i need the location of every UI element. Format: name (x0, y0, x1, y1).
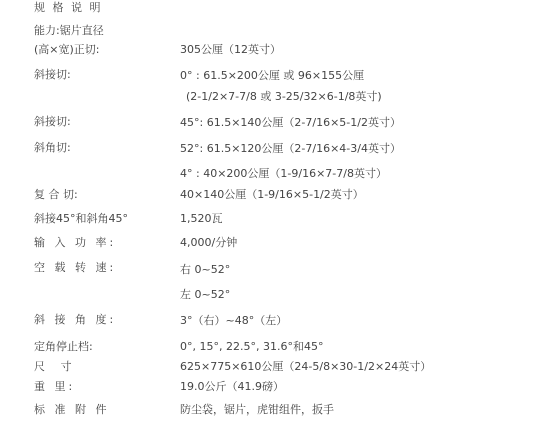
spec-label-input-power: 输 入 功 率: (34, 236, 117, 249)
spec-label-miter-bevel-45: 斜接45°和斜角45° (34, 212, 128, 225)
spec-label-compound-cut: 复 合 切: (34, 188, 78, 201)
spec-value-miter-45: 45°: 61.5×140公厘（2-7/16×5-1/2英寸） (180, 116, 401, 129)
spec-value-compound-cut: 40×140公厘（1-9/16×5-1/2英寸） (180, 188, 364, 201)
spec-value-left-range: 左 0~52° (180, 288, 231, 301)
spec-value-miter-angle: 3°（右）~48°（左） (180, 314, 288, 327)
spec-value-dimensions: 625×775×610公厘（24-5/8×30-1/2×24英寸） (180, 360, 432, 373)
spec-value-power: 1,520瓦 (180, 212, 223, 225)
spec-value-bevel-4: 4° : 40×200公厘（1-9/16×7-7/8英寸） (180, 167, 387, 180)
spec-value-miter-0: 0° : 61.5×200公厘 或 96×155公厘 (180, 69, 365, 82)
spec-label-miter-0: 斜接切: (34, 68, 71, 81)
capacity-label: 能力:锯片直径 (34, 24, 104, 37)
spec-label-positive-stops: 定角停止档: (34, 340, 93, 353)
spec-label-miter-angle: 斜 接 角 度: (34, 313, 117, 326)
spec-value-standard-accessories: 防尘袋，锯片，虎钳组件，扳手 (180, 403, 334, 416)
spec-label-bevel: 斜角切: (34, 141, 71, 154)
spec-label-weight: 重 里: (34, 380, 76, 393)
spec-label-no-load-speed: 空 载 转 速: (34, 261, 117, 274)
spec-value-straight-cut: 305公厘（12英寸） (180, 43, 281, 56)
spec-value-weight: 19.0公斤（41.9磅） (180, 380, 284, 393)
spec-label-standard-accessories: 标 准 附 件 (34, 403, 110, 416)
spec-title: 规 格 说 明 (34, 1, 103, 14)
spec-value-speed: 4,000/分钟 (180, 236, 238, 249)
spec-value-miter-0-inches: (2-1/2×7-7/8 或 3-25/32×6-1/8英寸) (186, 90, 382, 103)
spec-value-bevel-52: 52°: 61.5×120公厘（2-7/16×4-3/4英寸） (180, 142, 401, 155)
spec-label-straight-cut: (高×宽)正切: (34, 43, 100, 56)
spec-value-right-range: 右 0~52° (180, 263, 231, 276)
spec-label-miter-45: 斜接切: (34, 115, 71, 128)
spec-value-positive-stops: 0°, 15°, 22.5°, 31.6°和45° (180, 340, 324, 353)
spec-label-dimensions: 尺 寸 (34, 360, 78, 373)
